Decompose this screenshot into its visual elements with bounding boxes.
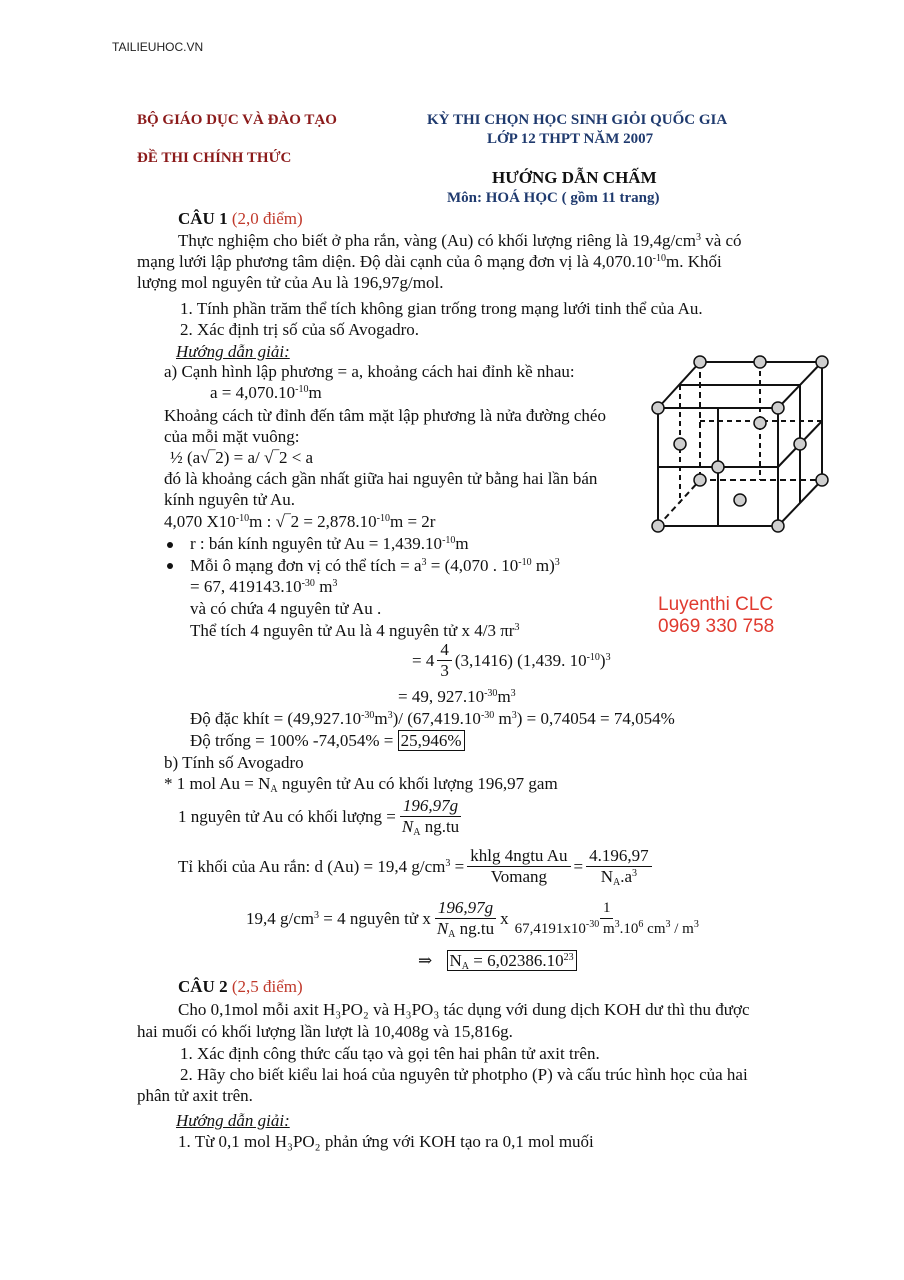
q1-a-line6: đó là khoảng cách gần nhất giữa hai nguyên tử bằng hai lần bán [164,469,598,488]
q1-avogadro-result [418,950,577,971]
q1-avogadro-eq: 19,4 $g/cm^3 = 4$ nguyên tử x $\frac{196,97g}{N_A ng.tu}$ x $\frac{1}{67,4191x10^{-30} m^3.10^6 cm^3 / m^3}$ [246,898,705,939]
q1-intro-line2: mạng lưới lập phương tâm diện. Độ dài cạnh của ô mạng đơn vị là $4,070.10^{-10}m$. Khối [137,252,722,271]
q1-a-line4: của mỗi mặt vuông: [164,427,300,446]
q1-a-line1: a) Cạnh hình lập phương = a, khoảng cách hai đỉnh kề nhau: [164,362,575,381]
q1-volume-result: = 49, $927.10^{-30}m^3$ [398,687,516,706]
q1-void-fraction: Độ trống = 100% -74,054% = 25,946% [190,730,465,751]
question-1-points: (2,0 điểm) [231,209,303,228]
q2-task-2: 2. Hãy cho biết kiểu lai hoá của nguyên tử photpho (P) và cấu trúc hình học của hai [180,1065,748,1084]
official-exam-label: ĐỀ THI CHÍNH THỨC [137,150,292,166]
site-label: TAILIEUHOC.VN [112,40,204,54]
fraction-atom-mass: $\frac{196,97g}{N_A ng.tu}$ [401,796,460,838]
q1-task-1: 1. Tính phần trăm thể tích không gian trống trong mạng lưới tinh thể của Au. [180,299,703,318]
q1-task-2: 2. Xác định trị số của số Avogadro. [180,320,420,339]
implies-arrow: ⇒ [418,951,433,970]
q1-a-line2: $a = 4,070.10^{-10}m$ [210,383,322,402]
q1-part-b-line1: * 1 mol $Au = N_A$ nguyên tử Au có khối lượng 196,97 gam [164,774,558,795]
q2-intro-line1: Cho 0,1mol mỗi axit H₃PO₂ và H₃PO₃ tác dụng với dung dịch KOH dư thì thu được [178,1000,750,1019]
bullet-dot [167,563,173,569]
fcc-lattice-diagram [640,350,840,540]
q1-density-eq: Tỉ khối của Au rắn: d (Au) = 19,4 $g/cm^3$ = $\frac{\text{khlg 4ngtu Au}}{\text{Vomang}}$ = $\frac{4.196,97}{N_A.a^3}$ [178,846,655,887]
q2-guide-heading: Hướng dẫn giải: [176,1111,290,1130]
q2-intro-line2: hai muối có khối lượng lần lượt là 10,408g và 15,816g. [137,1022,513,1041]
subject-line: Môn: HOÁ HỌC ( gồm 11 trang) [447,190,660,206]
question-2-heading [178,976,303,997]
watermark-line2: 0969 330 758 [658,616,775,637]
q1-b-line4: và có chứa 4 nguyên tử Au . [190,599,382,618]
ministry-title: BỘ GIÁO DỤC VÀ ĐÀO TẠO [137,112,337,128]
q1-b-line1: r : bán kính nguyên tử $Au = 1,439.10^{-10}m$ [190,534,469,553]
q1-guide-heading: Hướng dẫn giải: [176,342,290,361]
q1-part-b-heading: b) Tính số Avogadro [164,753,304,772]
q1-a-line7: kính nguyên tử Au. [164,490,296,509]
q1-b-line3: = 67, $419143.10^{-30}$ $m^3$ [190,577,338,596]
q2-solution-line1: 1. Từ 0,1 mol H₃PO₂ phản ứng với KOH tạo ra 0,1 mol muối [178,1132,594,1151]
fraction-atom: $\frac{196,97g}{N_A ng.tu}$ [436,898,495,940]
question-2-label: CÂU 2 [178,977,228,996]
bullet-dot [167,542,173,548]
q1-a-line5: ½ (a√‾2) = a/ √‾2 < a [170,448,314,467]
q1-b-line5: Thể tích 4 nguyên tử Au là 4 nguyên tử x 4/3 $\pi r^3$ [190,621,520,640]
fraction-density: $\frac{4.196,97}{N_A.a^3}$ [586,846,652,887]
fraction-volume: $\frac{1}{67,4191x10^{-30} m^3.10^6 cm^3 / m^3}$ [514,900,699,937]
avogadro-answer-box: $N_A = 6,02386.10^{23}$ [447,950,577,971]
question-2-points: (2,5 điểm) [231,977,303,996]
q1-atom-mass: 1 nguyên tử Au có khối lượng = $\frac{196,97g}{N_A ng.tu}$ [178,796,465,837]
exam-title-line1: KỲ THI CHỌN HỌC SINH GIỎI QUỐC GIA [427,112,728,128]
q1-b-line2: Mỗi ô mạng đơn vị có thể tích = $a^3 = (4,070$ . $10^{-10}$ m)$^3$ [190,556,560,575]
guide-title: HƯỚNG DẪN CHẤM [492,168,657,187]
q1-packing-density: Độ đặc khít = $(49,927.10^{-30}m^3)/$ ($67,419.10^{-30}$ $m^3) = 0,74054 = 74,054\%$ [190,709,675,728]
q2-task-1: 1. Xác định công thức cấu tạo và gọi tên hai phân tử axit trên. [180,1044,600,1063]
q1-a-line8: 4,070 $X10^{-10}m$ : √‾2 = $2,878.10^{-10}m = 2r$ [164,512,436,531]
watermark-line1: Luyenthi CLC [658,594,774,615]
q1-a-line3: Khoảng cách từ đỉnh đến tâm mặt lập phương là nửa đường chéo [164,406,606,425]
q1-intro-line3: lượng mol nguyên tử của Au là 196,97g/mol. [137,273,444,292]
q1-volume-calc: = 4 $\frac{4}{3}$ (3,1416) (1,439. $10^{-10})^3$ [412,640,611,680]
question-1-heading [178,208,303,229]
q1-intro-line1: Thực nghiệm cho biết ở pha rắn, vàng (Au) có khối lượng riêng là $19,4g/cm^3$ và có [178,231,742,250]
fraction-mass-volume: $\frac{\text{khlg 4ngtu Au}}{\text{Vomang}}$ [467,846,570,887]
exam-title-line2: LỚP 12 THPT NĂM 2007 [487,131,654,147]
fraction-4-3: $\frac{4}{3}$ [437,640,452,681]
void-answer-box: 25,946% [398,730,465,751]
q2-task-2-cont: phân tử axit trên. [137,1086,253,1105]
question-1-label: CÂU 1 [178,209,228,228]
